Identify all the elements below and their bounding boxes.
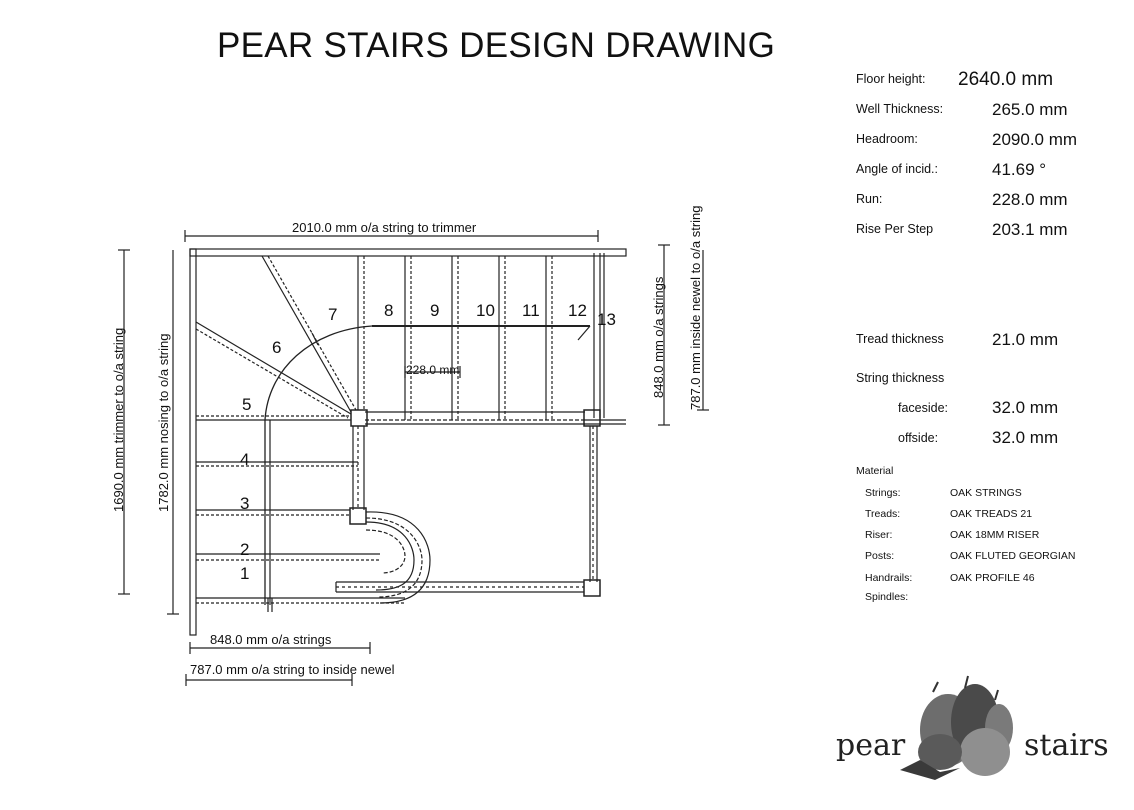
material-riser-value: OAK 18MM RISER (950, 529, 1040, 541)
rise-value: 203.1 mm (992, 220, 1068, 239)
step-number-10: 10 (476, 301, 495, 320)
bottom-dimension-text-1: 848.0 mm o/a strings (210, 632, 332, 647)
right-inner-dimension-text: 848.0 mm o/a strings (651, 276, 666, 398)
left-inner-dimension-text: 1782.0 mm nosing to o/a string (156, 333, 171, 512)
newel-post-lower (350, 508, 366, 524)
upper-flight-risers (358, 256, 552, 420)
trimmer (190, 249, 626, 256)
offside-label: offside: (898, 431, 939, 445)
material-riser-label: Riser: (865, 529, 893, 541)
step-number-6: 6 (272, 338, 282, 357)
right-outer-dimension-text: 787.0 mm inside newel to o/a string (688, 205, 703, 410)
offside-value: 32.0 mm (992, 428, 1059, 447)
faceside-label: faceside: (898, 401, 949, 415)
rise-label: Rise Per Step (856, 222, 934, 236)
material-strings-value: OAK STRINGS (950, 487, 1022, 499)
material-heading: Material (856, 465, 894, 477)
material-posts-value: OAK FLUTED GEORGIAN (950, 550, 1076, 562)
material-spindles-label: Spindles: (865, 591, 909, 603)
angle-value: 41.69 ° (992, 160, 1047, 179)
newel-post-bottom (584, 580, 600, 596)
bottom-dimension-text-2: 787.0 mm o/a string to inside newel (190, 662, 395, 677)
left-outer-dimension-text: 1690.0 mm trimmer to o/a string (111, 327, 126, 512)
tread-thickness-label: Tread thickness (856, 332, 944, 346)
material-treads-value: OAK TREADS 21 (950, 508, 1033, 520)
logo-text-pear: pear (836, 728, 906, 763)
headroom-value: 2090.0 mm (992, 130, 1078, 149)
run-dimension-text: 228.0 mm (406, 363, 460, 377)
pear-logo-icon (900, 676, 1013, 780)
floor-height-label: Floor height: (856, 72, 926, 86)
logo-text-stairs: stairs (1024, 728, 1109, 763)
material-treads-label: Treads: (865, 508, 901, 520)
well-thickness-label: Well Thickness: (856, 102, 944, 116)
step-number-12: 12 (568, 301, 587, 320)
left-string (190, 249, 196, 635)
tread-thickness-value: 21.0 mm (992, 330, 1059, 349)
top-dimension-text: 2010.0 mm o/a string to trimmer (292, 220, 477, 235)
step-number-2: 2 (240, 540, 250, 559)
step-number-9: 9 (430, 301, 440, 320)
step-number-7: 7 (328, 305, 338, 324)
angle-label: Angle of incid.: (856, 162, 938, 176)
step-number-8: 8 (384, 301, 394, 320)
step-number-4: 4 (240, 450, 250, 469)
faceside-value: 32.0 mm (992, 398, 1059, 417)
step-number-13: 13 (597, 310, 616, 329)
newel-post-upper (351, 410, 367, 426)
string-thickness-label: String thickness (856, 371, 945, 385)
floor-height-value: 2640.0 mm (958, 69, 1054, 90)
step-number-3: 3 (240, 494, 250, 513)
step-number-1: 1 (240, 564, 250, 583)
run-label: Run: (856, 192, 883, 206)
headroom-label: Headroom: (856, 132, 918, 146)
step-number-5: 5 (242, 395, 252, 414)
material-handrails-label: Handrails: (865, 572, 913, 584)
material-handrails-value: OAK PROFILE 46 (950, 572, 1035, 584)
well-thickness-value: 265.0 mm (992, 100, 1068, 119)
run-value: 228.0 mm (992, 190, 1068, 209)
page-title: PEAR STAIRS DESIGN DRAWING (217, 26, 776, 65)
step-number-11: 11 (522, 301, 540, 320)
material-posts-label: Posts: (865, 550, 895, 562)
material-strings-label: Strings: (865, 487, 901, 499)
